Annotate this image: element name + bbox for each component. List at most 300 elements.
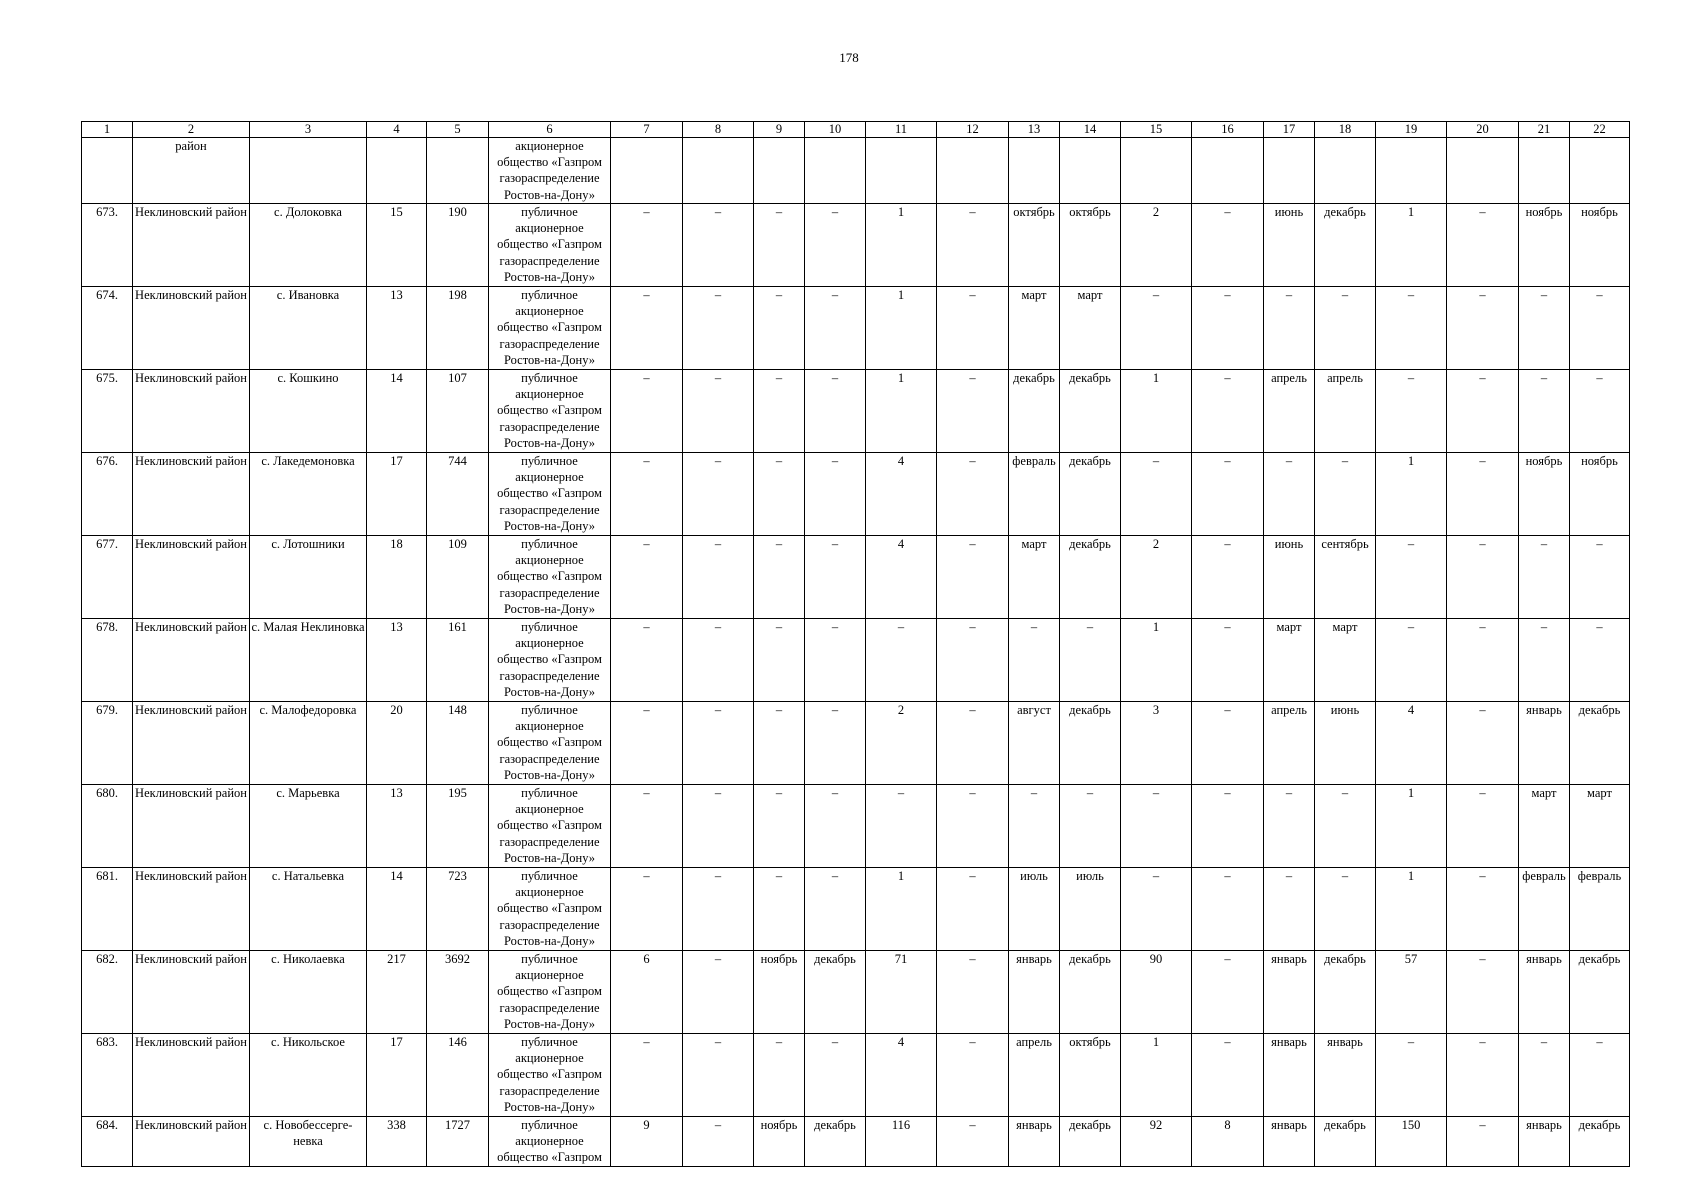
table-cell-col-22: ноябрь [1570, 204, 1630, 287]
table-cell-col-21: – [1519, 619, 1570, 702]
table-cell-col-16: 8 [1192, 1117, 1264, 1167]
table-cell-col-14: – [1060, 619, 1121, 702]
table-cell-col-22: – [1570, 536, 1630, 619]
table-cell-col-7: – [611, 536, 683, 619]
table-cell-col-18: – [1315, 785, 1376, 868]
table-cell-col-4: 14 [367, 868, 427, 951]
table-cell-col-2: Неклиновский район [133, 453, 250, 536]
table-cell-col-2: район [133, 138, 250, 204]
table-cell-col-13: декабрь [1009, 370, 1060, 453]
table-cell-col-2: Неклиновский район [133, 204, 250, 287]
table-cell-col-12: – [937, 619, 1009, 702]
table-cell-col-17: – [1264, 868, 1315, 951]
table-cell-col-14: – [1060, 785, 1121, 868]
table-cell-col-19: – [1376, 1034, 1447, 1117]
table-cell-col-12: – [937, 536, 1009, 619]
table-cell-col-1: 682. [82, 951, 133, 1034]
table-cell-col-10: – [805, 702, 866, 785]
table-cell-col-9: ноябрь [754, 951, 805, 1034]
table-cell-col-1: 681. [82, 868, 133, 951]
table-cell-col-8: – [683, 204, 754, 287]
column-number-12: 12 [937, 122, 1009, 138]
table-cell-col-11: 1 [866, 287, 937, 370]
table-cell-col-10: декабрь [805, 1117, 866, 1167]
column-number-2: 2 [133, 122, 250, 138]
table-cell-col-17: июнь [1264, 204, 1315, 287]
table-cell-col-8: – [683, 1034, 754, 1117]
table-cell-col-2: Неклиновский район [133, 619, 250, 702]
table-cell-col-17: январь [1264, 951, 1315, 1034]
table-cell-col-8: – [683, 868, 754, 951]
table-cell-col-16: – [1192, 1034, 1264, 1117]
table-row [82, 1117, 1630, 1167]
table-row [82, 702, 1630, 785]
table-cell-col-21: ноябрь [1519, 453, 1570, 536]
table-cell-col-22: – [1570, 287, 1630, 370]
table-cell-col-7: – [611, 287, 683, 370]
column-number-10: 10 [805, 122, 866, 138]
table-cell-col-3: с. Малофедоровка [250, 702, 367, 785]
table-cell-col-19: 57 [1376, 951, 1447, 1034]
table-cell-col-12: – [937, 287, 1009, 370]
table-cell-col-8: – [683, 702, 754, 785]
table-cell-col-1: 679. [82, 702, 133, 785]
table-cell-col-6: публичное акционерное общество «Газпром газораспределение Ростов-на-Дону» [489, 453, 611, 536]
table-cell-col-2: Неклиновский район [133, 1117, 250, 1167]
table-row [82, 868, 1630, 951]
table-cell-col-17: – [1264, 287, 1315, 370]
table-cell-col-10: – [805, 785, 866, 868]
table-cell-col-5: 744 [427, 453, 489, 536]
table-cell-col-13: январь [1009, 951, 1060, 1034]
table-cell-col-3: с. Лакедемоновка [250, 453, 367, 536]
table-cell-col-10: декабрь [805, 951, 866, 1034]
table-cell-col-21: январь [1519, 951, 1570, 1034]
table-cell-col-4: 17 [367, 453, 427, 536]
table-cell-col-18: – [1315, 453, 1376, 536]
table-cell-col-6: акционерное общество «Газпром газораспределение Ростов-на-Дону» [489, 138, 611, 204]
table-cell-col-7: 9 [611, 1117, 683, 1167]
column-number-15: 15 [1121, 122, 1192, 138]
table-cell-col-14: декабрь [1060, 1117, 1121, 1167]
table-cell-col-17: апрель [1264, 702, 1315, 785]
table-row [82, 1034, 1630, 1117]
table-cell-col-6: публичное акционерное общество «Газпром [489, 1117, 611, 1167]
column-number-20: 20 [1447, 122, 1519, 138]
table-cell-col-9: – [754, 204, 805, 287]
table-cell-col-10: – [805, 370, 866, 453]
table-cell-col-14: октябрь [1060, 1034, 1121, 1117]
table-cell-col-16: – [1192, 619, 1264, 702]
table-cell-col-6: публичное акционерное общество «Газпром газораспределение Ростов-на-Дону» [489, 951, 611, 1034]
table-cell-col-9: – [754, 868, 805, 951]
table-cell-col-8: – [683, 536, 754, 619]
table-cell-col-19: 1 [1376, 453, 1447, 536]
table-cell-col-4: 17 [367, 1034, 427, 1117]
column-number-16: 16 [1192, 122, 1264, 138]
table-cell-col-8: – [683, 370, 754, 453]
table-cell-col-10: – [805, 619, 866, 702]
table-cell-col-3: с. Кошкино [250, 370, 367, 453]
table-cell-col-17: январь [1264, 1034, 1315, 1117]
table-cell-col-6: публичное акционерное общество «Газпром газораспределение Ростов-на-Дону» [489, 1034, 611, 1117]
table-cell-col-1: 680. [82, 785, 133, 868]
table-cell-col-20: – [1447, 1117, 1519, 1167]
table-cell-col-4: 217 [367, 951, 427, 1034]
table-cell-col-18: апрель [1315, 370, 1376, 453]
table-cell-col-5: 195 [427, 785, 489, 868]
table-cell-col-11: 4 [866, 1034, 937, 1117]
table-cell-col-5: 190 [427, 204, 489, 287]
table-cell-col-6: публичное акционерное общество «Газпром газораспределение Ростов-на-Дону» [489, 536, 611, 619]
table-cell-col-1 [82, 138, 133, 204]
table-cell-col-19: 150 [1376, 1117, 1447, 1167]
table-cell-col-7: – [611, 868, 683, 951]
table-cell-col-14: октябрь [1060, 204, 1121, 287]
table-cell-col-18 [1315, 138, 1376, 204]
table-cell-col-9: – [754, 702, 805, 785]
column-number-9: 9 [754, 122, 805, 138]
table-cell-col-21: – [1519, 287, 1570, 370]
table-cell-col-18: декабрь [1315, 951, 1376, 1034]
table-cell-col-5: 198 [427, 287, 489, 370]
table-cell-col-11: 71 [866, 951, 937, 1034]
table-cell-col-15: 1 [1121, 370, 1192, 453]
table-cell-col-13: – [1009, 785, 1060, 868]
table-cell-col-9: – [754, 1034, 805, 1117]
table-cell-col-11: – [866, 619, 937, 702]
table-cell-col-18: июнь [1315, 702, 1376, 785]
table-cell-col-4: 18 [367, 536, 427, 619]
table-cell-col-20: – [1447, 1034, 1519, 1117]
table-cell-col-20: – [1447, 287, 1519, 370]
table-cell-col-2: Неклиновский район [133, 1034, 250, 1117]
table-row [82, 785, 1630, 868]
table-cell-col-15: 1 [1121, 619, 1192, 702]
table-cell-col-6: публичное акционерное общество «Газпром газораспределение Ростов-на-Дону» [489, 619, 611, 702]
column-number-21: 21 [1519, 122, 1570, 138]
column-number-13: 13 [1009, 122, 1060, 138]
table-row [82, 287, 1630, 370]
table-cell-col-17: июнь [1264, 536, 1315, 619]
table-cell-col-5: 109 [427, 536, 489, 619]
table-cell-col-22: март [1570, 785, 1630, 868]
column-number-18: 18 [1315, 122, 1376, 138]
table-cell-col-2: Неклиновский район [133, 370, 250, 453]
table-cell-col-14: декабрь [1060, 951, 1121, 1034]
table-cell-col-12: – [937, 453, 1009, 536]
table-cell-col-11: 1 [866, 204, 937, 287]
table-cell-col-20: – [1447, 453, 1519, 536]
table-cell-col-11: 116 [866, 1117, 937, 1167]
table-cell-col-10: – [805, 868, 866, 951]
table-cell-col-2: Неклиновский район [133, 702, 250, 785]
table-cell-col-16: – [1192, 287, 1264, 370]
table-cell-col-9 [754, 138, 805, 204]
table-cell-col-22 [1570, 138, 1630, 204]
table-cell-col-12: – [937, 1034, 1009, 1117]
table-cell-col-5: 723 [427, 868, 489, 951]
table-cell-col-8: – [683, 951, 754, 1034]
table-cell-col-6: публичное акционерное общество «Газпром газораспределение Ростов-на-Дону» [489, 287, 611, 370]
table-cell-col-4: 15 [367, 204, 427, 287]
table-body [82, 122, 1630, 1167]
table-cell-col-2: Неклиновский район [133, 536, 250, 619]
table-cell-col-17: – [1264, 785, 1315, 868]
table-cell-col-9: – [754, 536, 805, 619]
table-cell-col-12: – [937, 370, 1009, 453]
table-cell-col-22: – [1570, 370, 1630, 453]
table-cell-col-11: 1 [866, 370, 937, 453]
table-cell-col-2: Неклиновский район [133, 287, 250, 370]
table-cell-col-1: 675. [82, 370, 133, 453]
table-cell-col-13: август [1009, 702, 1060, 785]
table-cell-col-3: с. Никольское [250, 1034, 367, 1117]
table-cell-col-5: 1727 [427, 1117, 489, 1167]
table-cell-col-9: – [754, 785, 805, 868]
table-cell-col-17: январь [1264, 1117, 1315, 1167]
table-cell-col-20: – [1447, 204, 1519, 287]
table-row [82, 138, 1630, 204]
table-cell-col-1: 683. [82, 1034, 133, 1117]
table-cell-col-1: 673. [82, 204, 133, 287]
table-cell-col-12: – [937, 868, 1009, 951]
table-cell-col-15: 3 [1121, 702, 1192, 785]
table-cell-col-10 [805, 138, 866, 204]
table-cell-col-2: Неклиновский район [133, 951, 250, 1034]
table-cell-col-20 [1447, 138, 1519, 204]
table-cell-col-14: декабрь [1060, 702, 1121, 785]
table-cell-col-20: – [1447, 619, 1519, 702]
table-cell-col-3: с. Новобессерге-невка [250, 1117, 367, 1167]
table-cell-col-6: публичное акционерное общество «Газпром газораспределение Ростов-на-Дону» [489, 702, 611, 785]
table-cell-col-21: январь [1519, 702, 1570, 785]
table-cell-col-1: 677. [82, 536, 133, 619]
column-number-22: 22 [1570, 122, 1630, 138]
table-cell-col-13: март [1009, 287, 1060, 370]
table-cell-col-20: – [1447, 370, 1519, 453]
table-cell-col-3: с. Николаевка [250, 951, 367, 1034]
table-cell-col-16: – [1192, 785, 1264, 868]
table-cell-col-6: публичное акционерное общество «Газпром газораспределение Ростов-на-Дону» [489, 868, 611, 951]
table-cell-col-21: январь [1519, 1117, 1570, 1167]
table-row [82, 453, 1630, 536]
table-cell-col-6: публичное акционерное общество «Газпром газораспределение Ростов-на-Дону» [489, 785, 611, 868]
column-number-3: 3 [250, 122, 367, 138]
table-cell-col-3: с. Ивановка [250, 287, 367, 370]
table-cell-col-11: 4 [866, 453, 937, 536]
table-cell-col-4: 13 [367, 619, 427, 702]
table-cell-col-16: – [1192, 536, 1264, 619]
table-cell-col-4: 14 [367, 370, 427, 453]
table-cell-col-7: – [611, 619, 683, 702]
table-cell-col-9: – [754, 619, 805, 702]
table-cell-col-3 [250, 138, 367, 204]
table-cell-col-4 [367, 138, 427, 204]
table-cell-col-21 [1519, 138, 1570, 204]
table-cell-col-7 [611, 138, 683, 204]
table-cell-col-14: июль [1060, 868, 1121, 951]
table-cell-col-13: июль [1009, 868, 1060, 951]
table-cell-col-8 [683, 138, 754, 204]
table-cell-col-7: 6 [611, 951, 683, 1034]
table-cell-col-12: – [937, 1117, 1009, 1167]
table-cell-col-16: – [1192, 951, 1264, 1034]
table-row [82, 204, 1630, 287]
table-cell-col-22: февраль [1570, 868, 1630, 951]
table-cell-col-5: 107 [427, 370, 489, 453]
table-cell-col-15 [1121, 138, 1192, 204]
table-cell-col-14: декабрь [1060, 370, 1121, 453]
table-cell-col-2: Неклиновский район [133, 868, 250, 951]
table-cell-col-3: с. Натальевка [250, 868, 367, 951]
table-cell-col-15: – [1121, 287, 1192, 370]
table-cell-col-1: 678. [82, 619, 133, 702]
table-cell-col-10: – [805, 287, 866, 370]
table-cell-col-1: 684. [82, 1117, 133, 1167]
table-cell-col-16: – [1192, 204, 1264, 287]
table-cell-col-7: – [611, 702, 683, 785]
table-cell-col-17: апрель [1264, 370, 1315, 453]
table-cell-col-18: март [1315, 619, 1376, 702]
table-cell-col-18: январь [1315, 1034, 1376, 1117]
table-cell-col-7: – [611, 370, 683, 453]
table-cell-col-15: 90 [1121, 951, 1192, 1034]
table-cell-col-19: 4 [1376, 702, 1447, 785]
table-cell-col-5 [427, 138, 489, 204]
table-cell-col-12: – [937, 204, 1009, 287]
table-cell-col-14: декабрь [1060, 536, 1121, 619]
column-number-17: 17 [1264, 122, 1315, 138]
table-row [82, 536, 1630, 619]
table-cell-col-21: – [1519, 1034, 1570, 1117]
table-cell-col-10: – [805, 204, 866, 287]
table-cell-col-15: 1 [1121, 1034, 1192, 1117]
table-cell-col-14: декабрь [1060, 453, 1121, 536]
table-cell-col-12: – [937, 785, 1009, 868]
table-cell-col-8: – [683, 453, 754, 536]
table-cell-col-5: 161 [427, 619, 489, 702]
table-cell-col-19: – [1376, 536, 1447, 619]
table-cell-col-10: – [805, 536, 866, 619]
table-cell-col-15: – [1121, 785, 1192, 868]
table-cell-col-19: – [1376, 370, 1447, 453]
table-cell-col-5: 146 [427, 1034, 489, 1117]
table-cell-col-19: – [1376, 619, 1447, 702]
table-cell-col-8: – [683, 1117, 754, 1167]
table-cell-col-1: 676. [82, 453, 133, 536]
table-cell-col-3: с. Малая Неклиновка [250, 619, 367, 702]
table-cell-col-21: – [1519, 536, 1570, 619]
table-cell-col-17: март [1264, 619, 1315, 702]
column-number-8: 8 [683, 122, 754, 138]
table-cell-col-4: 338 [367, 1117, 427, 1167]
table-cell-col-14 [1060, 138, 1121, 204]
table-cell-col-10: – [805, 453, 866, 536]
table-cell-col-12 [937, 138, 1009, 204]
table-cell-col-10: – [805, 1034, 866, 1117]
table-cell-col-3: с. Долоковка [250, 204, 367, 287]
table-cell-col-13: апрель [1009, 1034, 1060, 1117]
table-cell-col-7: – [611, 204, 683, 287]
table-cell-col-21: – [1519, 370, 1570, 453]
table-cell-col-16: – [1192, 702, 1264, 785]
table-cell-col-18: декабрь [1315, 204, 1376, 287]
table-cell-col-9: – [754, 370, 805, 453]
table-cell-col-18: – [1315, 868, 1376, 951]
table-cell-col-19: 1 [1376, 204, 1447, 287]
table-cell-col-12: – [937, 702, 1009, 785]
table-cell-col-16: – [1192, 453, 1264, 536]
table-cell-col-11 [866, 138, 937, 204]
table-row [82, 370, 1630, 453]
table-cell-col-8: – [683, 785, 754, 868]
table-cell-col-21: февраль [1519, 868, 1570, 951]
table-cell-col-7: – [611, 453, 683, 536]
table-cell-col-16 [1192, 138, 1264, 204]
table-cell-col-20: – [1447, 702, 1519, 785]
table-cell-col-5: 148 [427, 702, 489, 785]
column-number-19: 19 [1376, 122, 1447, 138]
table-cell-col-14: март [1060, 287, 1121, 370]
column-number-row [82, 122, 1630, 138]
table-cell-col-20: – [1447, 951, 1519, 1034]
table-cell-col-21: март [1519, 785, 1570, 868]
table-cell-col-18: декабрь [1315, 1117, 1376, 1167]
table-cell-col-15: 2 [1121, 536, 1192, 619]
table-cell-col-22: декабрь [1570, 951, 1630, 1034]
table-cell-col-9: ноябрь [754, 1117, 805, 1167]
table-cell-col-8: – [683, 619, 754, 702]
column-number-14: 14 [1060, 122, 1121, 138]
table-cell-col-13: январь [1009, 1117, 1060, 1167]
table-cell-col-16: – [1192, 868, 1264, 951]
table-cell-col-21: ноябрь [1519, 204, 1570, 287]
table-cell-col-19: 1 [1376, 785, 1447, 868]
table-cell-col-22: – [1570, 619, 1630, 702]
column-number-6: 6 [489, 122, 611, 138]
table-cell-col-4: 20 [367, 702, 427, 785]
table-cell-col-15: 92 [1121, 1117, 1192, 1167]
table-cell-col-3: с. Марьевка [250, 785, 367, 868]
column-number-11: 11 [866, 122, 937, 138]
table-cell-col-17 [1264, 138, 1315, 204]
table-cell-col-8: – [683, 287, 754, 370]
table-cell-col-6: публичное акционерное общество «Газпром газораспределение Ростов-на-Дону» [489, 370, 611, 453]
table-cell-col-22: – [1570, 1034, 1630, 1117]
table-cell-col-17: – [1264, 453, 1315, 536]
table-cell-col-13: октябрь [1009, 204, 1060, 287]
table-cell-col-9: – [754, 287, 805, 370]
table-cell-col-15: – [1121, 868, 1192, 951]
table-cell-col-19: 1 [1376, 868, 1447, 951]
table-cell-col-22: ноябрь [1570, 453, 1630, 536]
table-cell-col-20: – [1447, 785, 1519, 868]
table-cell-col-13: март [1009, 536, 1060, 619]
table-cell-col-11: – [866, 785, 937, 868]
table-cell-col-9: – [754, 453, 805, 536]
table-cell-col-3: с. Лотошники [250, 536, 367, 619]
table-cell-col-13 [1009, 138, 1060, 204]
table-cell-col-4: 13 [367, 785, 427, 868]
table-cell-col-16: – [1192, 370, 1264, 453]
table-cell-col-6: публичное акционерное общество «Газпром газораспределение Ростов-на-Дону» [489, 204, 611, 287]
column-number-7: 7 [611, 122, 683, 138]
table-cell-col-18: – [1315, 287, 1376, 370]
table-cell-col-20: – [1447, 868, 1519, 951]
table-cell-col-19: – [1376, 287, 1447, 370]
table-cell-col-13: – [1009, 619, 1060, 702]
